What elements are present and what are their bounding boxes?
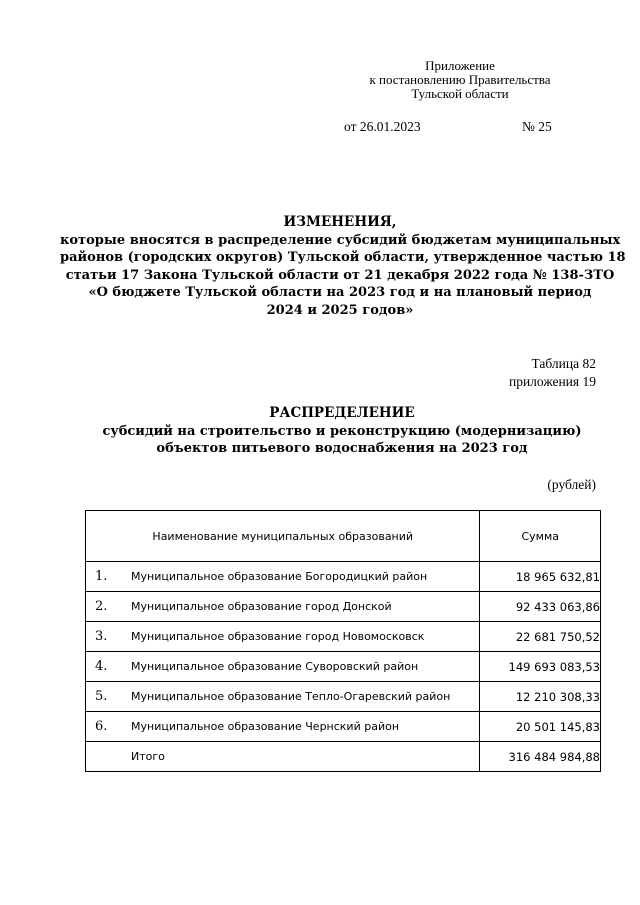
row-name: Муниципальное образование Чернский район — [131, 720, 400, 733]
row-number: 4. — [95, 659, 108, 674]
table-row — [86, 592, 601, 622]
table-row — [86, 712, 601, 742]
row-sum: 149 693 083,53 — [480, 652, 601, 682]
table-reference — [509, 355, 596, 391]
appendix-line-1: Приложение — [425, 58, 495, 73]
row-name: Муниципальное образование город Новомосковск — [131, 630, 425, 643]
appendix-line-2: к постановлению Правительства — [369, 72, 551, 87]
row-name-cell — [86, 652, 480, 682]
row-name: Муниципальное образование Богородицкий район — [131, 570, 428, 583]
table-header-row — [86, 511, 601, 562]
row-sum: 92 433 063,86 — [480, 592, 601, 622]
row-number: 3. — [95, 629, 108, 644]
row-name-cell — [86, 712, 480, 742]
row-sum: 18 965 632,81 — [480, 562, 601, 592]
distribution-title-block — [60, 405, 624, 458]
total-label-cell — [86, 742, 480, 772]
header-name: Наименование муниципальных образований — [86, 511, 480, 562]
units-label: (рублей) — [547, 477, 596, 492]
table-total-row — [86, 742, 601, 772]
resolution-date: от 26.01.2023 — [344, 119, 421, 134]
table-ref-line-1: Таблица 82 — [531, 356, 596, 371]
changes-title-block — [60, 214, 626, 319]
row-name-cell — [86, 592, 480, 622]
row-number: 1. — [95, 569, 108, 584]
table-row — [86, 652, 601, 682]
row-name-cell — [86, 622, 480, 652]
distribution-table — [85, 510, 601, 772]
changes-line-4: «О бюджете Тульской области на 2023 год и на плановый период — [88, 285, 592, 300]
row-name: Муниципальное образование Тепло-Огаревский район — [131, 690, 451, 703]
changes-heading: ИЗМЕНЕНИЯ, — [283, 214, 397, 230]
changes-line-1: которые вносятся в распределение субсидий бюджетам муниципальных — [60, 232, 621, 248]
total-label: Итого — [131, 750, 165, 763]
row-name: Муниципальное образование Суворовский район — [131, 660, 419, 673]
distribution-line-1: субсидий на строительство и реконструкцию (модернизацию) — [102, 423, 582, 439]
changes-line-5: 2024 и 2025 годов» — [266, 302, 414, 318]
row-name-cell — [86, 682, 480, 712]
distribution-heading: РАСПРЕДЕЛЕНИЕ — [269, 405, 415, 421]
row-name-cell — [86, 562, 480, 592]
appendix-block — [330, 59, 590, 101]
distribution-line-2: объектов питьевого водоснабжения на 2023 год — [156, 441, 528, 456]
resolution-number: № 25 — [522, 119, 552, 134]
row-number: 6. — [95, 719, 108, 734]
total-sum: 316 484 984,88 — [480, 742, 601, 772]
table-row — [86, 562, 601, 592]
header-sum: Сумма — [480, 511, 601, 562]
table-row — [86, 682, 601, 712]
changes-line-3: статьи 17 Закона Тульской области от 21 декабря 2022 года № 138-ЗТО — [65, 267, 615, 283]
row-sum: 12 210 308,33 — [480, 682, 601, 712]
row-sum: 22 681 750,52 — [480, 622, 601, 652]
row-number: 2. — [95, 599, 108, 614]
table-ref-line-2: приложения 19 — [508, 374, 596, 389]
table-row — [86, 622, 601, 652]
row-name: Муниципальное образование город Донской — [131, 600, 392, 613]
row-number: 5. — [95, 689, 108, 704]
appendix-line-3: Тульской области — [411, 86, 509, 101]
changes-line-2: районов (городских округов) Тульской области, утвержденное частью 18 — [60, 250, 626, 265]
row-sum: 20 501 145,83 — [480, 712, 601, 742]
